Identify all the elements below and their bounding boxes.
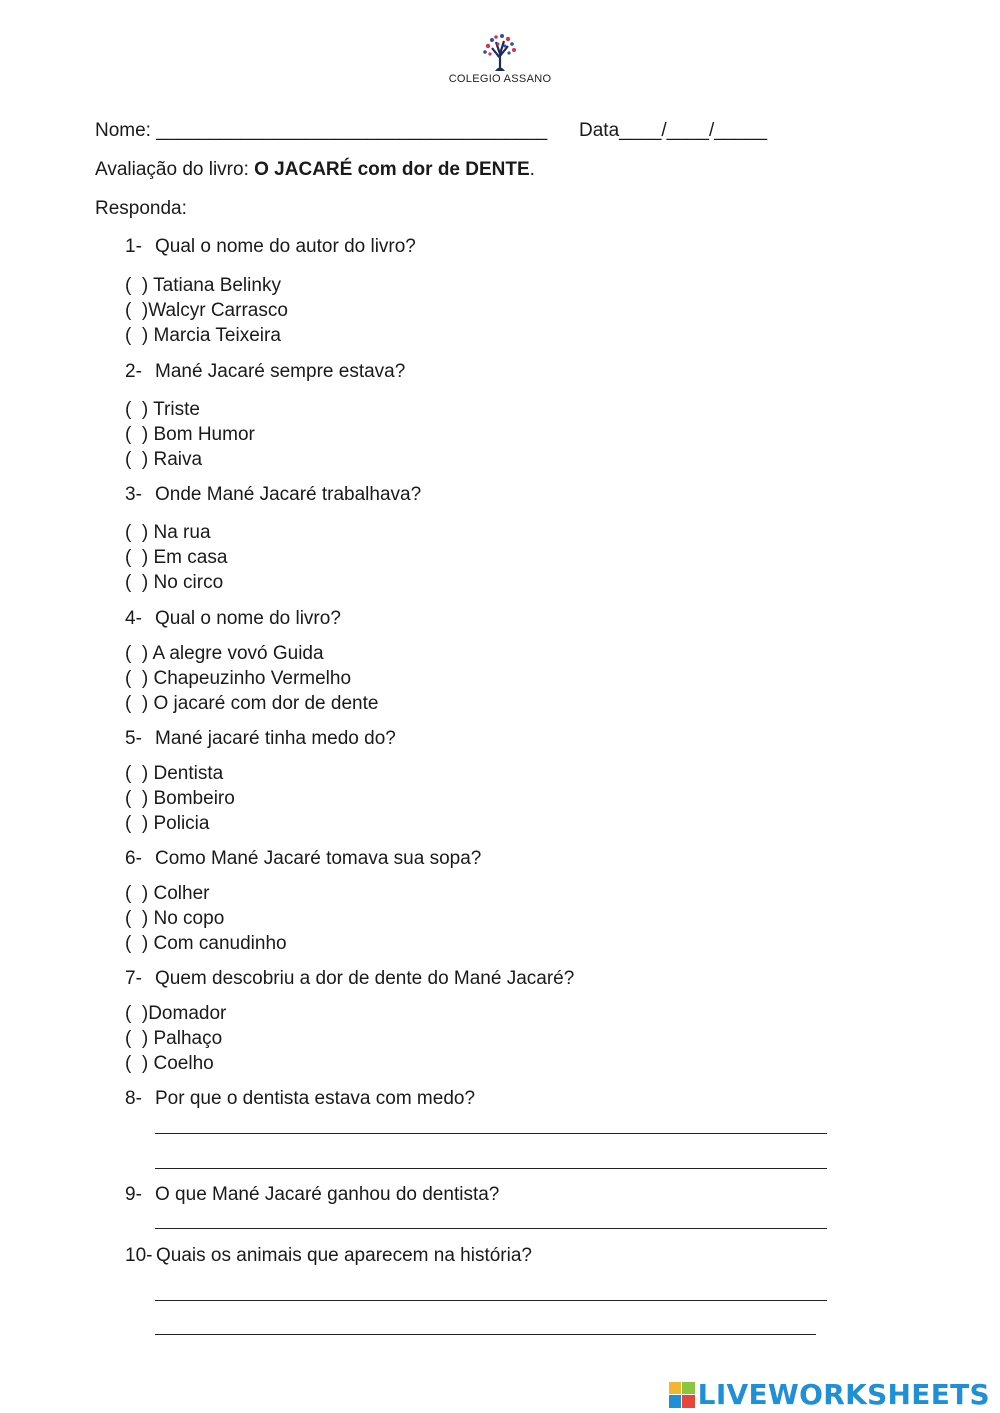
question-text: Quais os animais que aparecem na história? (156, 1245, 532, 1266)
option[interactable]: ( ) No copo (125, 908, 225, 929)
liveworksheets-logo-icon (669, 1382, 695, 1408)
title-prefix: Avaliação do livro: (95, 159, 255, 180)
question-text: O que Mané Jacaré ganhou do dentista? (155, 1184, 500, 1205)
date-field[interactable]: Data____/____/_____ (579, 120, 768, 141)
option[interactable]: ( ) Dentista (125, 763, 224, 784)
question-number: 7- (125, 968, 142, 989)
question-4 (125, 607, 341, 631)
option[interactable]: ( ) A alegre vovó Guida (125, 643, 324, 664)
question-number: 10- (125, 1245, 153, 1266)
question-1 (125, 235, 416, 259)
option[interactable]: ( ) Policia (125, 813, 210, 834)
option[interactable]: ( ) Marcia Teixeira (125, 325, 281, 346)
liveworksheets-brand[interactable] (669, 1378, 990, 1411)
question-10 (125, 1244, 532, 1268)
option[interactable]: ( ) Com canudinho (125, 933, 287, 954)
option[interactable]: ( ) Em casa (125, 547, 228, 568)
answer-line[interactable] (155, 1334, 816, 1335)
question-text: Onde Mané Jacaré trabalhava? (155, 484, 422, 505)
question-number: 9- (125, 1184, 142, 1205)
option[interactable]: ( ) Bombeiro (125, 788, 235, 809)
option[interactable]: ( ) Triste (125, 399, 200, 420)
question-3 (125, 483, 421, 507)
title-suffix: . (529, 159, 535, 180)
school-logo (440, 34, 560, 85)
option[interactable]: ( ) Raiva (125, 449, 203, 470)
option[interactable]: ( ) Chapeuzinho Vermelho (125, 668, 352, 689)
option[interactable]: ( ) Coelho (125, 1053, 214, 1074)
name-field[interactable]: _____________________________________ (156, 120, 548, 141)
question-9 (125, 1183, 499, 1207)
option[interactable]: ( ) Palhaço (125, 1028, 223, 1049)
question-text: Mané jacaré tinha medo do? (155, 728, 396, 749)
question-text: Quem descobriu a dor de dente do Mané Jacaré? (155, 968, 575, 989)
answer-line[interactable] (155, 1133, 827, 1134)
option[interactable]: ( )Walcyr Carrasco (125, 300, 288, 321)
option[interactable]: ( )Domador (125, 1003, 227, 1024)
question-number: 2- (125, 361, 142, 382)
option[interactable]: ( ) O jacaré com dor de dente (125, 693, 379, 714)
school-name: COLEGIO ASSANO (448, 73, 552, 85)
question-number: 3- (125, 484, 142, 505)
name-row (95, 119, 547, 143)
name-label: Nome: (95, 120, 151, 141)
brand-name: LIVEWORKSHEETS (697, 1378, 990, 1411)
book-title: O JACARÉ com dor de DENTE (254, 159, 530, 180)
question-number: 5- (125, 728, 142, 749)
question-text: Como Mané Jacaré tomava sua sopa? (155, 848, 482, 869)
question-2 (125, 360, 405, 384)
question-7 (125, 967, 574, 991)
question-number: 6- (125, 848, 142, 869)
option[interactable]: ( ) Na rua (125, 522, 211, 543)
question-text: Mané Jacaré sempre estava? (155, 361, 406, 382)
question-number: 1- (125, 236, 142, 257)
option[interactable]: ( ) Bom Humor (125, 424, 255, 445)
option[interactable]: ( ) Tatiana Belinky (125, 275, 281, 296)
question-text: Por que o dentista estava com medo? (155, 1088, 476, 1109)
question-5 (125, 727, 396, 751)
question-6 (125, 847, 481, 871)
answer-line[interactable] (155, 1228, 827, 1229)
option[interactable]: ( ) No circo (125, 572, 224, 593)
question-text: Qual o nome do autor do livro? (155, 236, 416, 257)
question-8 (125, 1087, 475, 1111)
question-number: 8- (125, 1088, 142, 1109)
instruction: Responda: (95, 198, 187, 219)
option[interactable]: ( ) Colher (125, 883, 210, 904)
assessment-title (95, 158, 535, 182)
tree-logo-icon (476, 34, 524, 72)
answer-line[interactable] (155, 1168, 827, 1169)
question-number: 4- (125, 608, 142, 629)
question-text: Qual o nome do livro? (155, 608, 341, 629)
answer-line[interactable] (155, 1300, 827, 1301)
